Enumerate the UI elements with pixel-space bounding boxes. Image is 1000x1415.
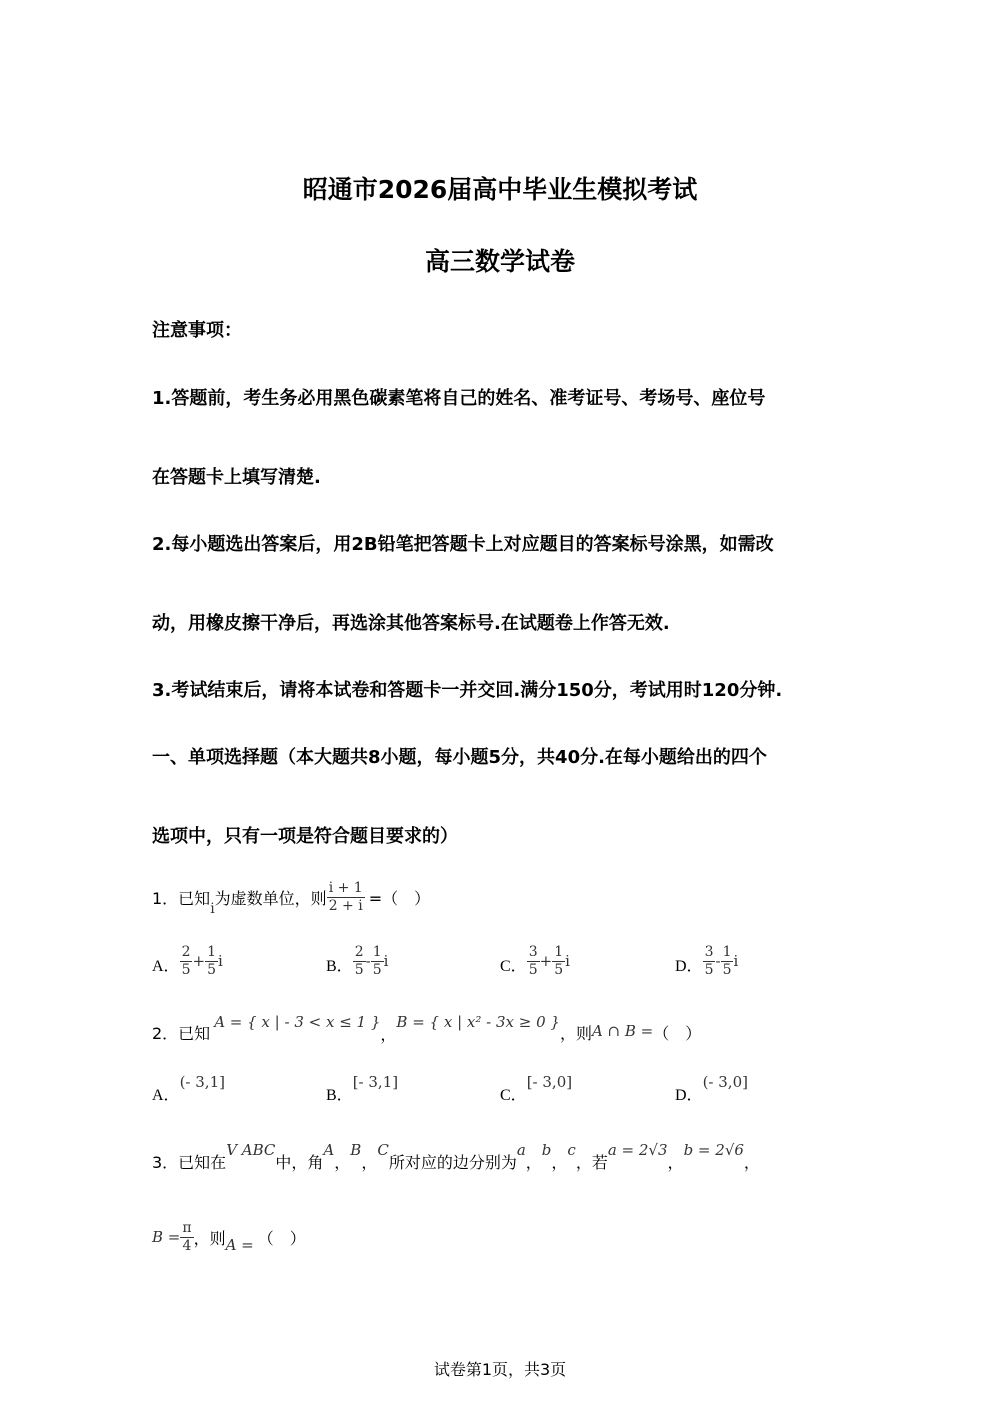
q3-prefix: 3．已知在 bbox=[152, 1152, 227, 1172]
exam-subtitle: 高三数学试卷 bbox=[424, 247, 575, 276]
q2-option-b[interactable] bbox=[326, 1068, 398, 1104]
fraction bbox=[205, 944, 218, 977]
denominator: 5 bbox=[554, 961, 564, 978]
interval: [- 3,1] bbox=[352, 1073, 399, 1091]
q2-prefix: 2．已知 bbox=[152, 1023, 211, 1043]
fraction bbox=[703, 944, 716, 977]
numerator: 1 bbox=[372, 944, 382, 961]
q1-option-c[interactable] bbox=[500, 938, 570, 984]
note-1-line-2: 在答题卡上填写清楚. bbox=[152, 467, 321, 488]
q3-b-value: b = 2√6 bbox=[683, 1141, 744, 1159]
operator: + bbox=[539, 952, 553, 970]
interval: [- 3,0] bbox=[526, 1073, 573, 1091]
q2-option-d[interactable] bbox=[675, 1068, 748, 1104]
imaginary-unit: i bbox=[217, 952, 223, 970]
operator: + bbox=[192, 952, 206, 970]
numerator: 1 bbox=[554, 944, 564, 961]
numerator: 1 bbox=[207, 944, 216, 961]
option-label: A． bbox=[152, 1086, 180, 1104]
q3-text-3: ，若 bbox=[575, 1152, 608, 1172]
numerator: 3 bbox=[528, 944, 538, 961]
q3-suffix: （ ） bbox=[257, 1228, 306, 1248]
question-3 bbox=[152, 1136, 760, 1176]
q3-text-2: 所对应的边分别为 bbox=[388, 1152, 517, 1172]
denominator: 5 bbox=[704, 961, 714, 978]
fraction bbox=[180, 944, 193, 977]
option-label: B． bbox=[326, 1086, 353, 1104]
denominator: 5 bbox=[528, 961, 538, 978]
q2-set-a: A = { x | - 3 < x ≤ 1 } bbox=[214, 1013, 381, 1031]
question-1 bbox=[152, 872, 430, 922]
denominator: 5 bbox=[354, 961, 364, 978]
q2-expression: A ∩ B = bbox=[591, 1022, 654, 1040]
q3-sep: ， bbox=[551, 1152, 568, 1172]
q3-sep: ， bbox=[525, 1152, 542, 1172]
q3-triangle: V ABC bbox=[226, 1141, 276, 1159]
numerator: 3 bbox=[704, 944, 714, 961]
page-footer: 试卷第1页，共3页 bbox=[433, 1360, 567, 1379]
option-label: C． bbox=[500, 1086, 527, 1104]
note-2-line-2: 动，用橡皮擦干净后，再选涂其他答案标号.在试题卷上作答无效. bbox=[152, 613, 670, 634]
q1-suffix: =（ ） bbox=[368, 888, 431, 908]
q2-mid: ，则 bbox=[559, 1023, 592, 1043]
interval: (- 3,0] bbox=[702, 1073, 748, 1091]
q1-option-d[interactable] bbox=[675, 938, 738, 984]
denominator: 5 bbox=[722, 961, 732, 978]
denominator: 5 bbox=[207, 961, 216, 978]
q2-set-b: B = { x | x² - 3x ≥ 0 } bbox=[396, 1013, 560, 1031]
q3-text-1: 中，角 bbox=[275, 1152, 324, 1172]
interval: (- 3,1] bbox=[179, 1073, 225, 1091]
q2-option-c[interactable] bbox=[500, 1068, 572, 1104]
note-3: 3.考试结束后，请将本试卷和答题卡一并交回.满分150分，考试用时120分钟. bbox=[152, 680, 783, 701]
q2-suffix: （ ） bbox=[653, 1023, 702, 1043]
note-2-line-1: 2.每小题选出答案后，用2B铅笔把答题卡上对应题目的答案标号涂黑，如需改 bbox=[152, 534, 774, 555]
q2-comma: ， bbox=[380, 1024, 397, 1044]
q3-a-value: a = 2√3 bbox=[607, 1141, 668, 1159]
q3-angle-a-eq: A = bbox=[225, 1236, 254, 1254]
q3-sep: ， bbox=[667, 1152, 684, 1172]
fraction bbox=[552, 944, 565, 977]
q1-prefix: 1．已知 bbox=[152, 888, 211, 908]
numerator: 1 bbox=[722, 944, 732, 961]
option-label: A． bbox=[152, 957, 180, 975]
q3-angle-a: A bbox=[323, 1141, 335, 1159]
q3-b-fraction-denominator: 4 bbox=[182, 1237, 192, 1254]
q3-side-c: c bbox=[567, 1141, 576, 1159]
q1-fraction-numerator: i + 1 bbox=[328, 880, 363, 897]
q3-sep: ， bbox=[361, 1152, 378, 1172]
q3-b-fraction-numerator: π bbox=[182, 1220, 192, 1237]
q3-angle-c: C bbox=[377, 1141, 389, 1159]
fraction bbox=[527, 944, 540, 977]
q3-side-a: a bbox=[516, 1141, 526, 1159]
denominator: 5 bbox=[372, 961, 382, 978]
numerator: 2 bbox=[354, 944, 364, 961]
notes-heading: 注意事项： bbox=[152, 320, 242, 341]
q1-mid: 为虚数单位，则 bbox=[214, 888, 327, 908]
q1-option-b[interactable] bbox=[326, 938, 388, 984]
imaginary-unit: i bbox=[733, 952, 739, 970]
q1-fraction bbox=[327, 880, 365, 913]
option-label: B． bbox=[326, 957, 353, 975]
q2-option-a[interactable] bbox=[152, 1068, 225, 1104]
numerator: 2 bbox=[181, 944, 191, 961]
q3-angle-b: B bbox=[350, 1141, 362, 1159]
fraction bbox=[371, 944, 384, 977]
section-1-heading-line-1: 一、单项选择题（本大题共8小题，每小题5分，共40分.在每小题给出的四个 bbox=[152, 747, 767, 768]
q3-angle-b-eq: B = bbox=[152, 1228, 181, 1246]
q3-sep: ， bbox=[743, 1152, 760, 1172]
option-label: D． bbox=[675, 1086, 703, 1104]
note-1-line-1: 1.答题前，考生务必用黑色碳素笔将自己的姓名、准考证号、考场号、座位号 bbox=[152, 388, 766, 409]
section-1-heading-line-2: 选项中，只有一项是符合题目要求的） bbox=[152, 826, 458, 847]
denominator: 5 bbox=[181, 961, 191, 978]
question-3-line-2 bbox=[152, 1212, 306, 1262]
q3-text-4: ，则 bbox=[193, 1228, 226, 1248]
q3-side-b: b bbox=[541, 1141, 552, 1159]
exam-title: 昭通市2026届高中毕业生模拟考试 bbox=[302, 175, 698, 204]
q1-imaginary-unit: i bbox=[210, 901, 215, 917]
imaginary-unit: i bbox=[565, 952, 570, 970]
option-label: C． bbox=[500, 957, 527, 975]
option-label: D． bbox=[675, 957, 703, 975]
operator: - bbox=[365, 952, 371, 970]
q3-sep: ， bbox=[334, 1152, 351, 1172]
fraction bbox=[721, 944, 734, 977]
q1-option-a[interactable] bbox=[152, 938, 223, 984]
imaginary-unit: i bbox=[383, 952, 389, 970]
q1-fraction-denominator: 2 + i bbox=[328, 897, 363, 914]
fraction bbox=[353, 944, 366, 977]
operator: - bbox=[715, 952, 721, 970]
question-2 bbox=[152, 1008, 701, 1048]
q3-b-fraction bbox=[180, 1220, 193, 1253]
